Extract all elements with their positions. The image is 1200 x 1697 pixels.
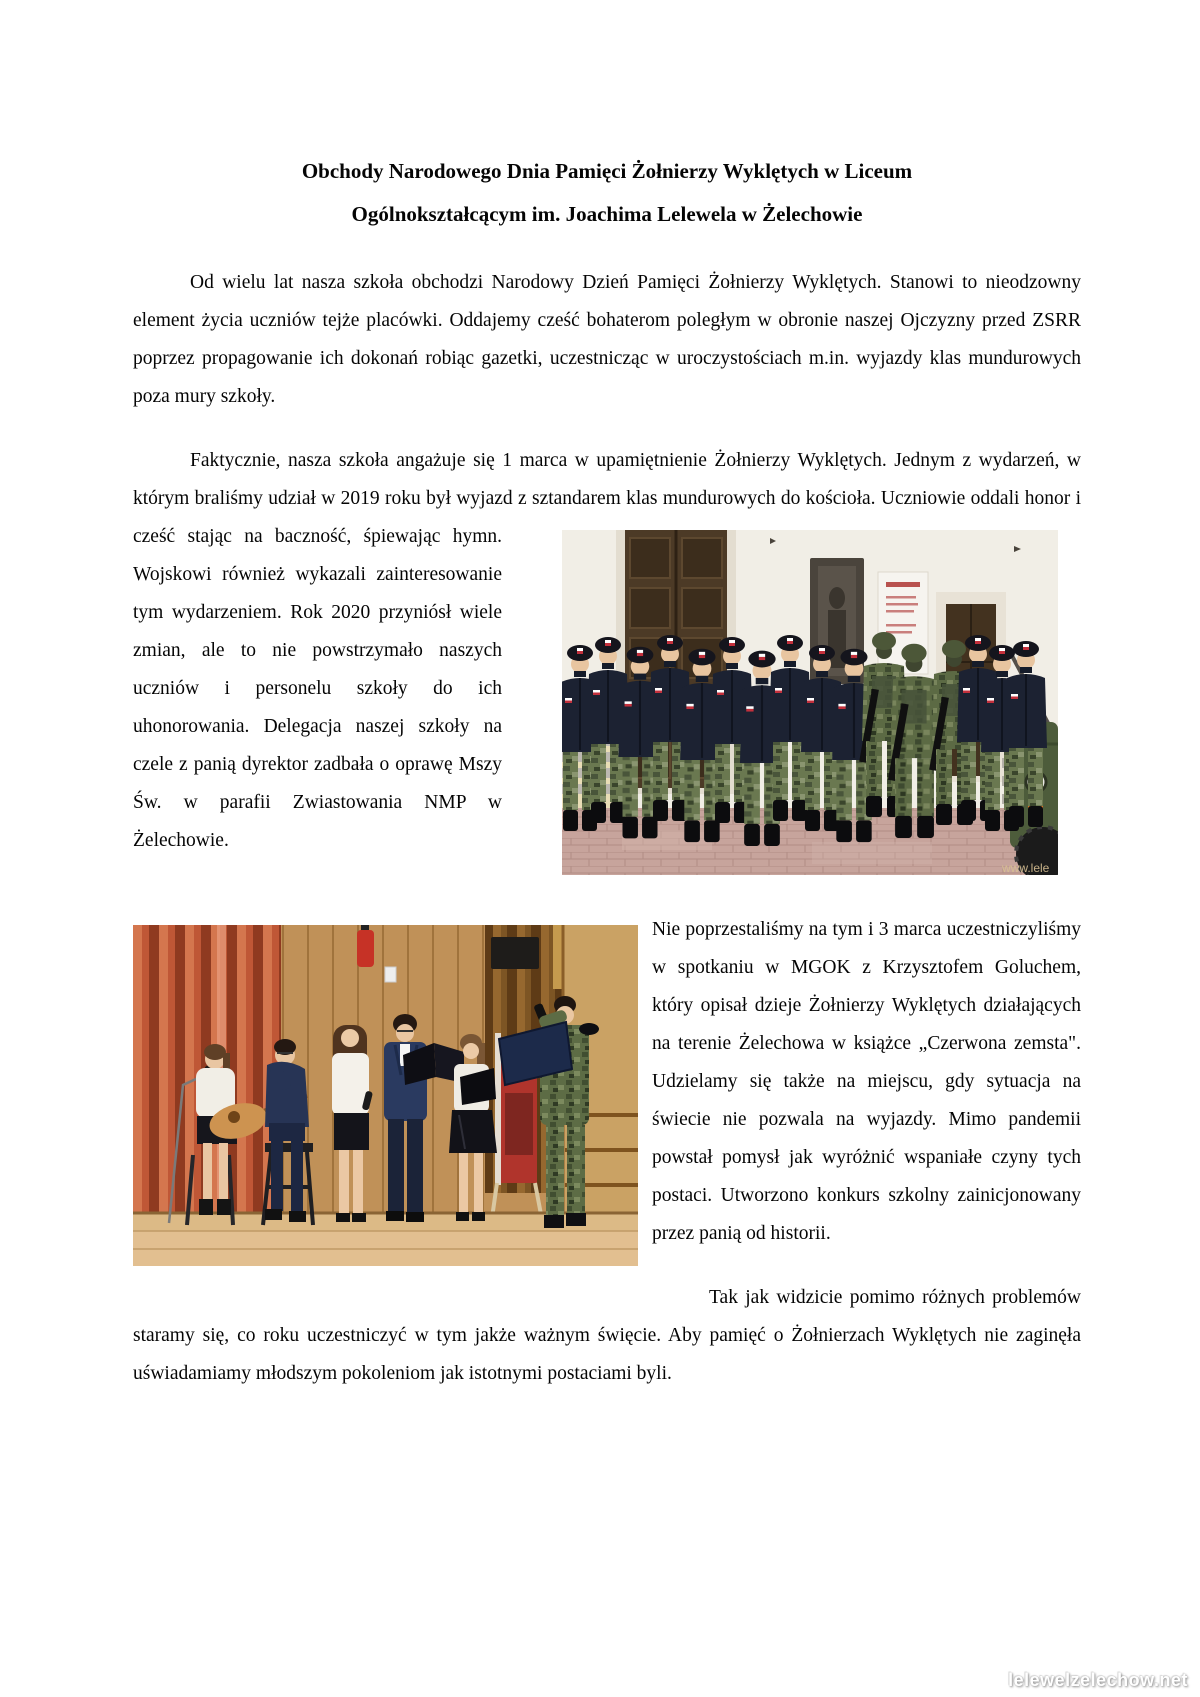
photo-church-group (562, 530, 1058, 875)
document-title-line1: Obchody Narodowego Dnia Pamięci Żołnierzy Wyklętych w Liceum (301, 159, 913, 183)
photo-school-performance (133, 925, 638, 1266)
document-title (133, 150, 1081, 236)
paragraph-2 (133, 442, 1081, 875)
photo-school-performance-illustration (133, 925, 638, 1266)
photo1-watermark: www.lele (1002, 861, 1050, 875)
paragraph-2-wrapped: z sztandarem klas mundurowych do kościoła. Uczniowie oddali honor i cześć stając na baczność, śpiewając hymn. Wojskowi również wykazali zainteresowanie tym wydarzeniem. Rok 2020 przyniósł wiele zmian, ale to nie powstrzymało naszych uczniów i personelu szkoły do ich uhonorowania. Delegacja naszej szkoły na czele z panią dyrektor zadbała o oprawę Mszy Św. w parafii Zwiastowania NMP w Żelechowie. (133, 488, 1081, 851)
paragraph-3 (133, 886, 1081, 1253)
document-content (133, 150, 1081, 1419)
document-title-line2: Ogólnokształcącym im. Joachima Lelewela w Żelechowie (351, 202, 863, 226)
paragraph-3-text: Nie poprzestaliśmy na tym i 3 marca uczestniczyliśmy w spotkaniu w MGOK z Krzysztofem Goluchem, który opisał dzieje Żołnierzy Wyklętych działających na terenie Żelechowa w książce „Czerwona zemsta". Udzielamy się także na miejscu, gdy sytuacja na świecie nie pozwala na wyjazdy. Mimo pandemii powstał pomysł jak wyróżnić wspaniałe czyny tych postaci. Utworzono konkurs szkolny zainicjonowany przez panią od historii. (652, 919, 1081, 1244)
photo-church-group-illustration (562, 530, 1058, 875)
paragraph-1: Od wielu lat nasza szkoła obchodzi Narodowy Dzień Pamięci Żołnierzy Wyklętych. Stanowi to nieodzowny element życia uczniów tejże placówki. Oddajemy cześć bohaterom poległym w obronie naszej Ojczyzny przed ZSRR poprzez propagowanie ich dokonań robiąc gazetki, uczestnicząc w uroczystościach m.in. wyjazdy klas mundurowych poza mury szkoły. (133, 272, 1081, 407)
paragraph-4: Tak jak widzicie pomimo różnych problemów staramy się, co roku uczestniczyć w tym jakże ważnym święcie. Aby pamięć o Żołnierzach Wyklętych nie zaginęła uświadamiamy młodszym pokoleniom jak istotnymi postaciami byli. (133, 1287, 1081, 1384)
site-watermark: lelewelzelechow.net (1008, 1670, 1188, 1690)
paragraph-2-intro: Faktycznie, nasza szkoła angażuje się 1 marca w upamiętnienie Żołnierzy Wyklętych. Jednym z wydarzeń, w którym braliśmy udział w 2019 roku był wyjazd (133, 450, 1081, 509)
